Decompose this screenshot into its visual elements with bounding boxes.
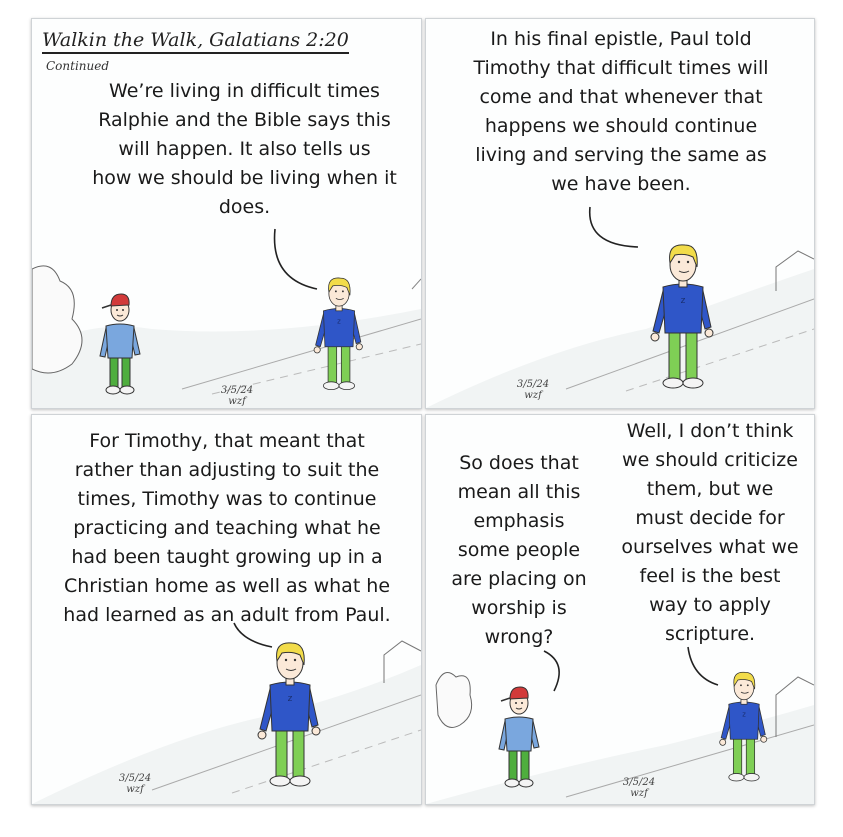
signature	[614, 777, 664, 799]
signature-date: 3/5/24	[622, 777, 656, 788]
comic-panel-2	[425, 18, 815, 409]
speech-text: In his final epistle, Paul told Timothy that difficult times will come and that whenever that happens we should continue living and serving the same as we have been.	[473, 28, 769, 195]
comic-panel-1	[31, 18, 422, 409]
signature-date: 3/5/24	[516, 379, 550, 390]
comic-panel-4	[425, 414, 815, 805]
signature-date: 3/5/24	[118, 773, 152, 784]
signature-initials: wzf	[228, 396, 246, 407]
speech-text: We’re living in difficult times Ralphie and the Bible says this will happen. It also tells us how we should be living when it does.	[92, 80, 397, 218]
signature	[508, 379, 558, 401]
comic-panel-3	[31, 414, 422, 805]
comic-title: Walkin the Walk, Galatians 2:20	[42, 29, 349, 54]
speech-text-left: So does that mean all this emphasis some people are placing on worship is wrong?	[451, 452, 587, 648]
signature-date: 3/5/24	[220, 385, 254, 396]
signature-initials: wzf	[630, 788, 648, 799]
ralphie-figure	[499, 687, 539, 787]
signature-initials: wzf	[126, 784, 144, 795]
signature-initials: wzf	[524, 390, 542, 401]
speech-text-right: Well, I don’t think we should criticize them, but we must decide for ourselves what we feel is the best way to apply scripture.	[621, 420, 799, 645]
signature	[212, 385, 262, 407]
speech-text: For Timothy, that meant that rather than adjusting to suit the times, Timothy was to continue practicing and teaching what he had been taught growing up in a Christian home as well as what he had learned as an adult from Paul.	[63, 430, 391, 626]
signature	[110, 773, 160, 795]
comic-subtitle: Continued	[46, 59, 110, 73]
